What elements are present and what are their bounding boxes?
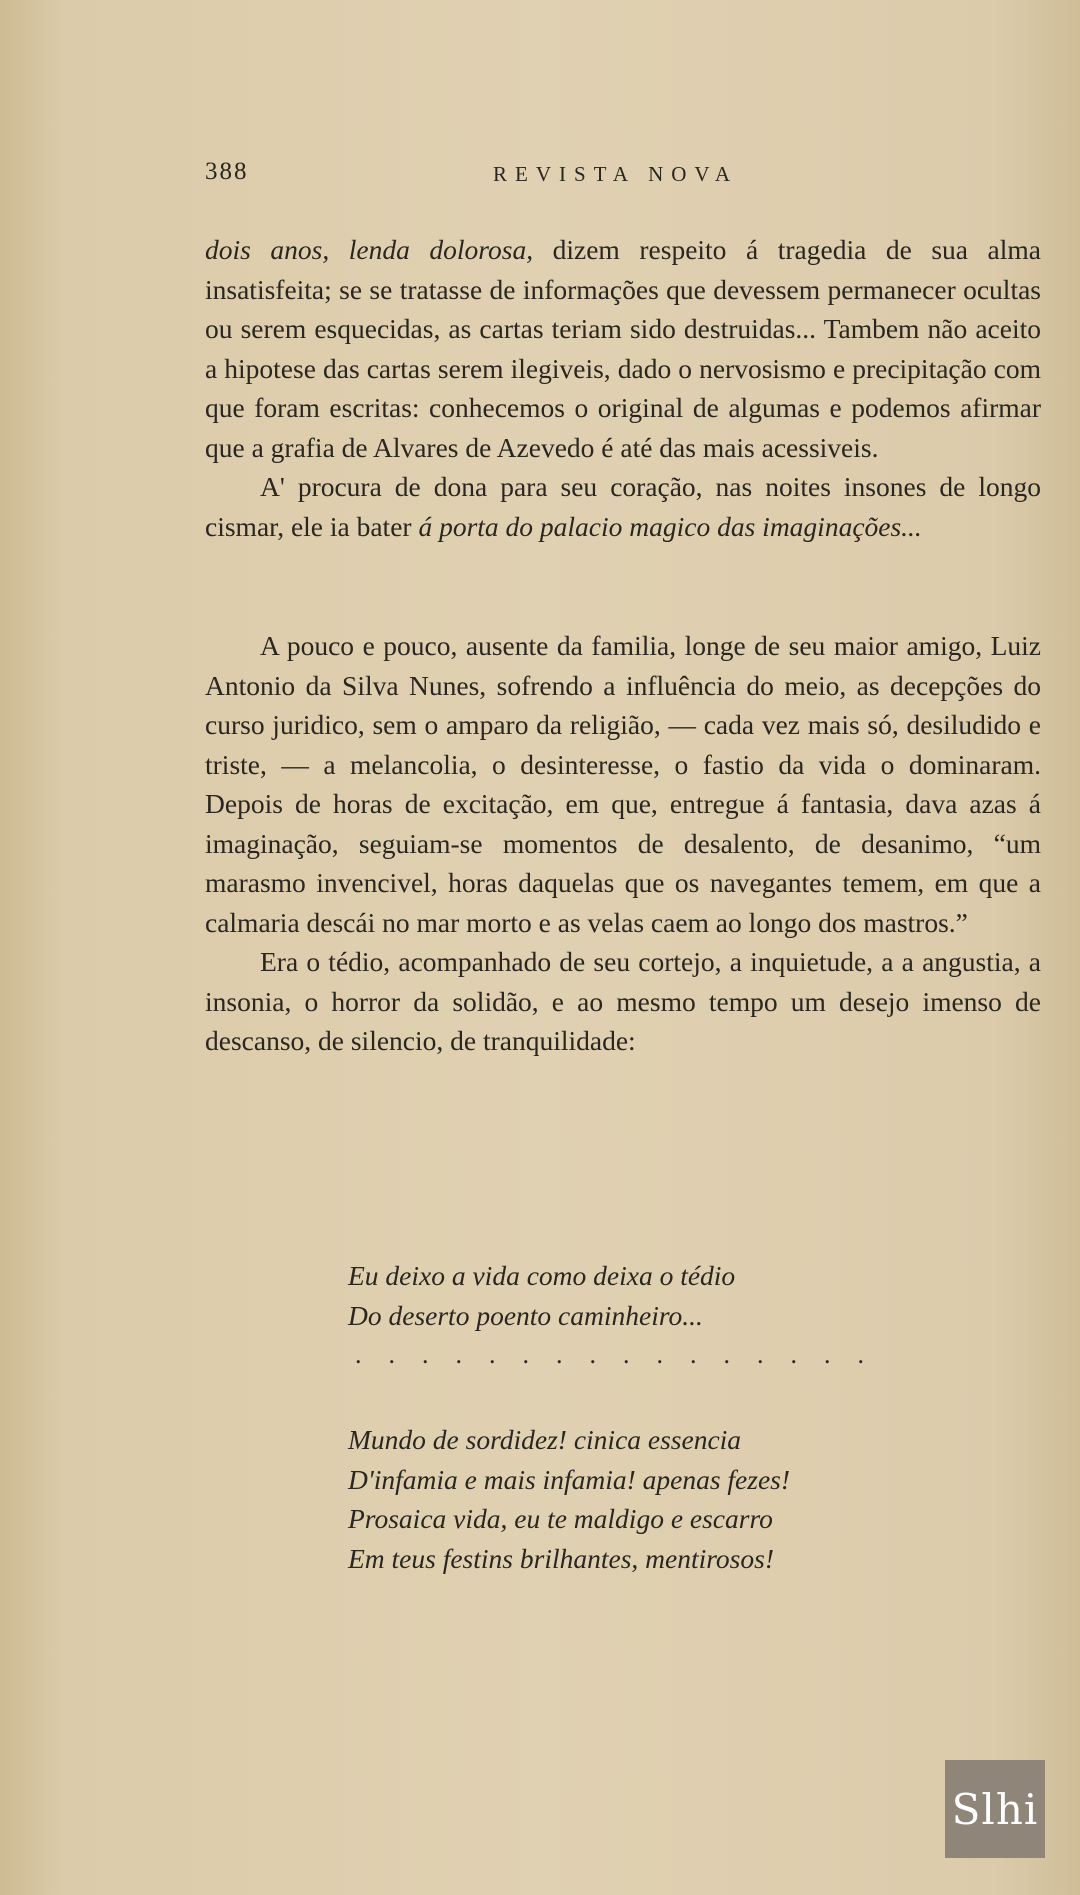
paragraph-4-text: Era o tédio, acompanhado de seu cortejo, a inquietude, a a angustia, a insonia, o horror da solidão, e ao mesmo tempo um desejo imenso de descanso, de silencio, de tranquilidade: — [205, 946, 1041, 1056]
paragraph-2-italic-tail: á porta do palacio magico das imaginações... — [418, 510, 922, 542]
poem-line: Mundo de sordidez! cinica essencia — [348, 1424, 742, 1455]
library-logo: Slhi — [945, 1760, 1045, 1858]
paragraph-1-text: dizem respeito á tragedia de sua alma insatisfeita; se se tratasse de informações que devessem permanecer ocultas ou serem esquecidas, as cartas teriam sido destruidas... Tambem não aceito a hipotese das cartas serem ilegiveis, dado o nervosismo e precipitação com que foram escritas: conhecemos o original de algumas e podemos afirmar que a grafia de Alvares de Azevedo é até das mais acessiveis. — [205, 234, 1042, 463]
paragraph-3 — [205, 626, 1041, 942]
poem-line: D'infamia e mais infamia! apenas fezes! — [348, 1463, 791, 1495]
body-text — [205, 230, 1041, 1061]
poem-ellipsis-row: ................ — [355, 1340, 891, 1369]
paragraph-2 — [205, 467, 1041, 546]
paragraph-4 — [205, 942, 1041, 1061]
poem-line: Do deserto poento caminheiro... — [348, 1299, 703, 1331]
poem-stanza-1 — [348, 1256, 988, 1335]
poem-line: Em teus festins brilhantes, mentirosos! — [348, 1542, 774, 1574]
running-title: REVISTA NOVA — [493, 162, 739, 186]
poem-stanza-2 — [348, 1420, 988, 1578]
section-gap — [205, 546, 1041, 626]
poem-line: Prosaica vida, eu te maldigo e escarro — [348, 1503, 773, 1534]
page-number: 388 — [205, 158, 249, 185]
paragraph-2-text: A' procura de dona para seu coração, nas noites insones de longo cismar, ele ia bater — [205, 471, 1041, 542]
poem-line: Eu deixo a vida como deixa o tédio — [348, 1260, 736, 1291]
paragraph-1 — [205, 230, 1041, 467]
paragraph-1-italic-lead: dois anos, lenda dolorosa, — [205, 234, 534, 265]
paragraph-3-text: A pouco e pouco, ausente da familia, longe de seu maior amigo, Luiz Antonio da Silva Nunes, sofrendo a influência do meio, as decepções do curso juridico, sem o amparo da religião, — cada vez mais só, desiludido e triste, — a melancolia, o desinteresse, o fastio da vida o dominaram. Depois de horas de excitação, em que, entregue á fantasia, dava azas á imaginação, seguiam-se momentos de desalento, de desanimo, “um marasmo invencivel, horas daquelas que os navegantes temem, em que a calmaria descái no mar morto e as velas caem ao longo dos mastros.” — [205, 630, 1041, 938]
